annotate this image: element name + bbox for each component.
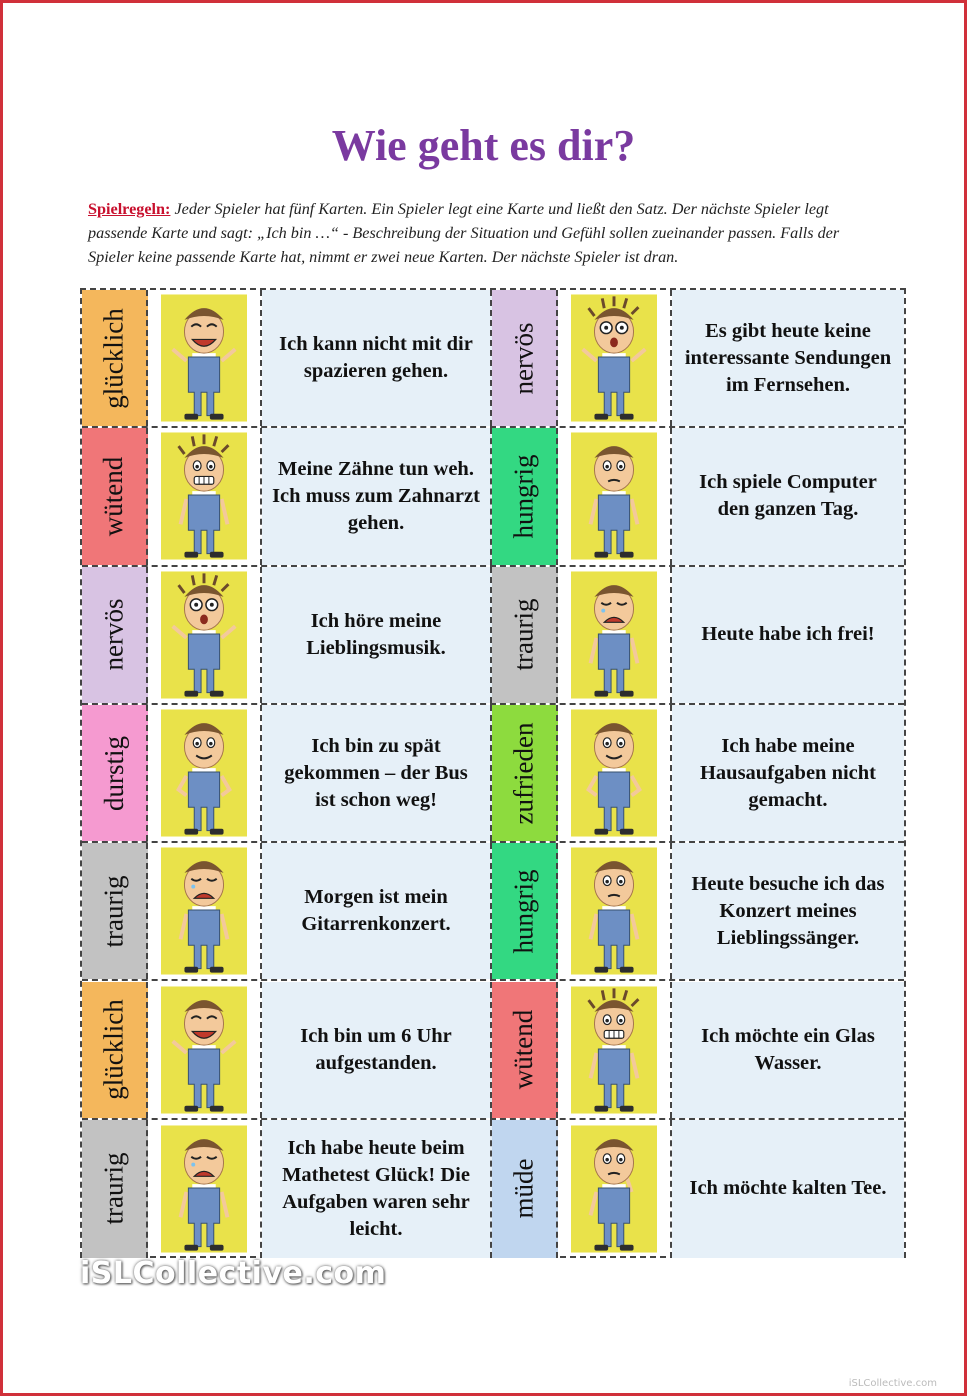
watermark: iSLCollective.com [80,1256,387,1291]
watermark-small: iSLCollective.com [848,1378,937,1389]
emotion-text: nervös [98,598,129,671]
emotion-text: glücklich [98,999,129,1100]
content-boy-icon [161,708,247,838]
emotion-picture [558,567,672,703]
domino-card [492,428,904,564]
emotion-picture [558,705,672,841]
situation-text: Heute habe ich frei! [672,567,904,703]
emotion-text: wütend [98,456,129,537]
emotion-text: müde [508,1158,539,1219]
emotion-picture [148,982,262,1118]
domino-card [492,982,904,1118]
sad-boy-icon [161,846,247,976]
emotion-label [492,705,558,841]
emotion-label [82,1120,148,1258]
happy-boy-icon [161,293,247,423]
situation-text: Ich habe meine Hausaufgaben nicht gemacht. [672,705,904,841]
emotion-picture [558,982,672,1118]
emotion-label [82,982,148,1118]
domino-card [82,428,492,564]
hungry-boy-icon [571,846,657,976]
domino-card [82,1120,492,1258]
emotion-picture [148,1120,262,1258]
emotion-text: nervös [508,322,539,395]
happy-boy-icon [161,985,247,1115]
nervous-boy-icon [161,570,247,700]
tired-boy-icon [571,1124,657,1254]
emotion-picture [558,290,672,426]
emotion-picture [558,428,672,564]
emotion-picture [558,843,672,979]
emotion-text: traurig [508,598,539,671]
content-boy-icon [571,708,657,838]
emotion-text: durstig [98,735,129,811]
emotion-picture [148,567,262,703]
situation-text: Ich kann nicht mit dir spazieren gehen. [262,290,492,426]
emotion-text: hungrig [508,454,539,539]
domino-card [82,290,492,426]
situation-text: Ich bin zu spät gekommen – der Bus ist schon weg! [262,705,492,841]
situation-text: Ich habe heute beim Mathetest Glück! Die Aufgaben waren sehr leicht. [262,1120,492,1258]
game-rules [88,197,888,269]
angry-boy-icon [571,985,657,1115]
rules-text: Jeder Spieler hat fünf Karten. Ein Spieler legt eine Karte und ließt den Satz. Der nächste Spieler legt passende Karte und sagt: „Ich bin …“ - Beschreibung der Situation und Gefühl sollen zueinander passen. Falls der Spieler keine passende Karte hat, nimmt er zwei neue Karten. Der nächste Spieler ist dran. [88,200,840,266]
card-row [82,705,904,843]
situation-text: Ich möchte kalten Tee. [672,1120,904,1258]
nervous-boy-icon [571,293,657,423]
card-row [82,982,904,1120]
domino-card [82,567,492,703]
hungry-boy-icon [571,431,657,561]
emotion-label [492,290,558,426]
situation-text: Meine Zähne tun weh. Ich muss zum Zahnarzt gehen. [262,428,492,564]
situation-text: Es gibt heute keine interessante Sendungen im Fernsehen. [672,290,904,426]
situation-text: Ich höre meine Lieblingsmusik. [262,567,492,703]
angry-boy-icon [161,431,247,561]
situation-text: Heute besuche ich das Konzert meines Lieblingssänger. [672,843,904,979]
domino-card [492,290,904,426]
card-grid [80,288,906,1258]
card-row [82,843,904,981]
emotion-picture [558,1120,672,1258]
domino-card [82,982,492,1118]
domino-card [82,843,492,979]
situation-text: Ich spiele Computer den ganzen Tag. [672,428,904,564]
card-row [82,567,904,705]
emotion-label [82,705,148,841]
situation-text: Ich bin um 6 Uhr aufgestanden. [262,982,492,1118]
situation-text: Ich möchte ein Glas Wasser. [672,982,904,1118]
emotion-label [492,1120,558,1258]
emotion-picture [148,843,262,979]
card-row [82,290,904,428]
emotion-label [82,843,148,979]
sad-boy-icon [571,570,657,700]
emotion-label [82,428,148,564]
domino-card [492,705,904,841]
emotion-text: glücklich [98,307,129,409]
emotion-picture [148,428,262,564]
page-title: Wie geht es dir? [331,121,636,170]
domino-card [492,1120,904,1258]
card-row [82,1120,904,1258]
emotion-label [82,567,148,703]
emotion-picture [148,705,262,841]
emotion-text: traurig [98,875,129,948]
emotion-text: zufrieden [508,722,539,824]
situation-text: Morgen ist mein Gitarrenkonzert. [262,843,492,979]
card-row [82,428,904,566]
sad-boy-icon [161,1124,247,1254]
domino-card [492,843,904,979]
domino-card [82,705,492,841]
emotion-label [492,428,558,564]
emotion-label [492,982,558,1118]
emotion-label [492,843,558,979]
emotion-text: hungrig [508,869,539,954]
domino-card [492,567,904,703]
emotion-picture [148,290,262,426]
emotion-text: wütend [508,1009,539,1090]
emotion-text: traurig [98,1152,129,1225]
rules-label: Spielregeln: [88,200,171,218]
emotion-label [82,290,148,426]
emotion-label [492,567,558,703]
